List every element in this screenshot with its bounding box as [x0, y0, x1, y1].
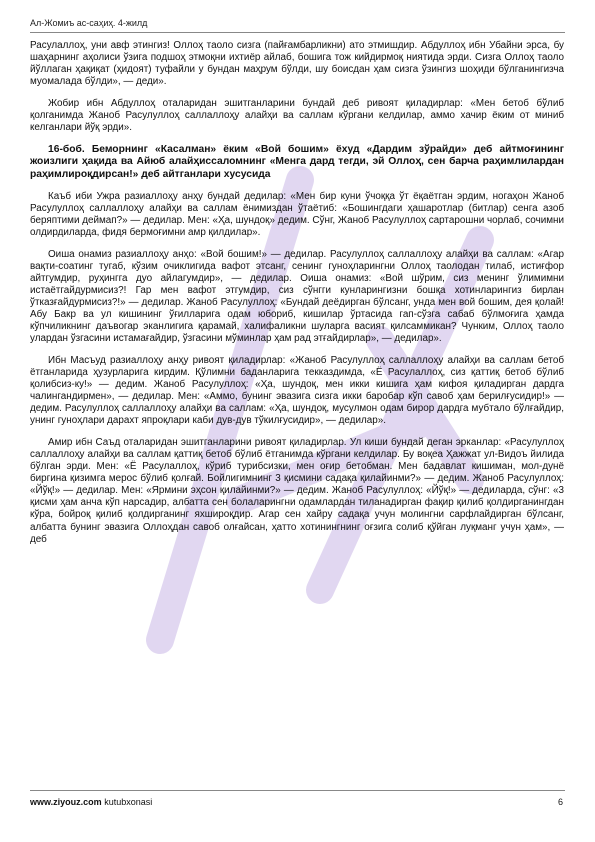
footer-rule: [30, 790, 565, 791]
paragraph: Жобир ибн Абдуллоҳ оталаридан эшитганларини бундай деб ривоят қиладирлар: «Мен бетоб бўлиб қолганимда Жаноб Расулуллоҳ саллаллоҳу алайҳи ва саллам кўргани келдилар, аммо хачир ёким от миниб келганлари йўқ эрди».: [30, 97, 564, 134]
paragraph: Ибн Масъуд разиаллоҳу анҳу ривоят қиладирлар: «Жаноб Расулуллоҳ саллаллоҳу алайҳи ва саллам бетоб ётганларида ҳузурларига кирдим. Қўлимни баданларига текказдимда, «Ё Расулаллоҳ, сиз қаттиқ бетоб бўлиб қолибсиз-ку!» — дедим. Жаноб Расулуллоҳ: «Ҳа, шундоқ, мен икки кишига ҳам кифоя қиладирган дардга чалингандирмен», — дедилар. Мен: «Аммо, бунинг эвазига сизга икки баробар кўп савоб ҳам берилғусидир!» — дедим. Расулуллоҳ саллаллоҳу алайҳи ва саллам: «Ҳа, шундоқ, мусулмон одам бирор дардга мубтало бўлғайдир, унинг гуноҳлари дарахт япроқлари каби дув-дув тўкилғусидир», — дедилар».: [30, 355, 564, 427]
paragraph: Каъб иби Ужра разиаллоҳу анҳу бундай дедилар: «Мен бир куни ўчоққа ўт ёқаётган эрдим, ногаҳон Жаноб Расулуллоҳ саллаллоҳу алайҳи ва саллам ёнимиздан ўтаётиб: «Бошингдаги ҳашаротлар (битлар) сенга азоб беряптими деймап?» — дедилар. Мен: «Ҳа, шундоқ» дедим. Сўнг, Жаноб Расулуллоҳ сартарошни чорлаб, сочимни олдирдиларда, фидя бермоғимни амр қилдилар».: [30, 190, 564, 239]
paragraph: Расулаллоҳ, уни авф этингиз! Оллоҳ таоло сизга (пайғамбарликни) ато этмишдир. Абдуллоҳ ибн Убайни эрса, бу шаҳарнинг аҳолиси ўзига подшоҳ этмоқни ихтиёр айлаб, бошига тож кийдирмоқ ниятида эрди. Сизга Оллоҳ таоло йўллаган ҳақиқат (ҳидоят) туфайли у бундан маҳрум бўлди, шу боисдан ҳам сизга ўзингиз шоҳиди бўлганингизча муомалада бўлди», — деди».: [30, 40, 564, 88]
footer-site-label: kutubxonasi: [104, 797, 153, 807]
paragraph: Оиша онамиз разиаллоҳу анҳо: «Вой бошим!» — дедилар. Расулуллоҳ саллаллоҳу алайҳи ва саллам: «Агар вақти-соатинг тугаб, кўзим очиклигида вафот этсанг, сенинг гуноҳларингни Оллоҳ таолодан тилаб, истиғфор айтгумдир, руҳингга дуо айлагумдир», — дедилар. Оиша онамиз: «Вой шўрим, сиз менинг ўлимимни истаётгайдурмисиз?! Гар мен вафот этгумдир, сиз сўнгги кунларингизни бошқа хотинларингиз бирлан ўтказғайдурмисиз?!» — дедилар. Жаноб Расулуллоҳ: «Бундай деёдирган бўлсанг, унда мен вой бошим, дея қолай! Абу Бакр ва ул кишининг ўғилларига одам юбориб, кишилар ўртасида гап-сўзга сабаб бўлмоғига ҳамда кўпчиликнинг даъвогар эканлигига қарамай, халифаликни шуларга васият қилсаммикан? Чунким, Оллоҳ таоло улардан ўзгасини истамағайдир, ўзгасини мўминлар ҳам рад этғайдирлар», — дедилар».: [30, 248, 564, 345]
page-number: 6: [557, 797, 563, 807]
footer-site-link[interactable]: www.ziyouz.com: [30, 797, 102, 807]
paragraph: Амир ибн Саъд оталаридан эшитганларини ривоят қиладирлар. Ул киши бундай деган эрканлар: «Расулуллоҳ саллаллоҳу алайҳи ва саллам қаттиқ бетоб бўлиб ётганимда кўргани келдилар. Бу воқеа Ҳажжат ул-Видоъ йилида бўлган эрди. Мен: «Ё Расулаллоҳ, кўриб турибсизки, мен оғир бетобман. Мен бадавлат кишиман, мол-дунё биргина қизимга мерос бўлиб қолғай. Бойлигимнинг 3 қисмини садақа қилайинми?» — дедим. Жаноб Расулуллоҳ: «Йўқ!» — дедилар. Мен: «Ярмини эҳсон қилайинми?» — дедим. Жаноб Расулуллоҳ: «Йўқ!» — дедиларда, сўнг: «3 қисми ҳам анча кўп нарсадир, албатта сен болаларингни одамлардан тиланадирган фақир қилиб қолдирганингдан кўра, бойроқ қилиб қолдирганинг яхшироқдир. Агар сен хайру садақа учун молингни сарфлайдирган бўлсанг, албатта бунинг эвазига Оллоҳдан савоб олғайсан, ҳатто хотинингнинг оғзига солиб қўйган луқманг учун ҳам», — деб: [30, 437, 564, 545]
header-rule: [30, 32, 565, 33]
chapter-heading: 16-боб. Беморнинг «Касалман» ёким «Вой бошим» ёхуд «Дардим зўрайди» деб айтмоғининг жоизлиги ҳақида ва Айюб алайҳиссаломнинг «Менга дард тегди, эй Оллоҳ, сен барча раҳимлилардан раҳимлироқдирсан!» деб айтганлари хусусида: [30, 143, 564, 180]
footer-source: [30, 797, 152, 807]
running-header: Ал-Жомиъ ас-саҳиҳ. 4-жилд: [30, 18, 148, 28]
article-body: [30, 40, 564, 555]
